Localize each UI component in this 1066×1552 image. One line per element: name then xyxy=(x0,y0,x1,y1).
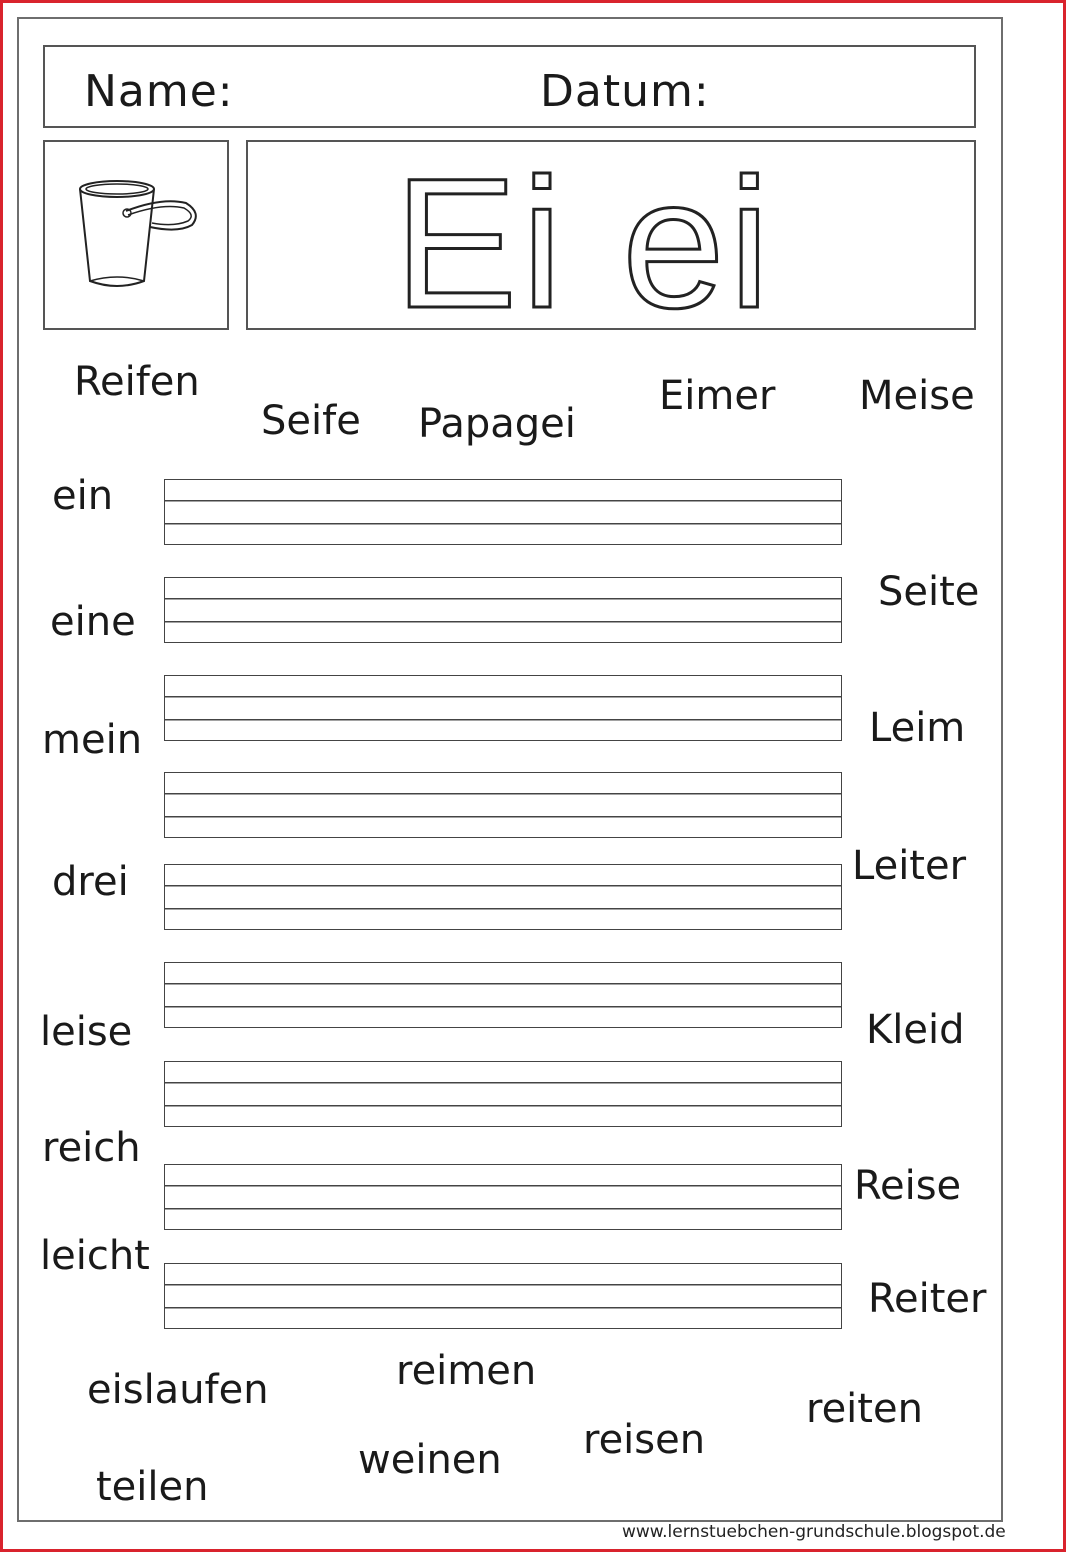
writing-lines-9[interactable] xyxy=(164,1263,842,1329)
word-weinen: weinen xyxy=(358,1437,502,1483)
word-drei: drei xyxy=(52,859,129,905)
word-leim: Leim xyxy=(869,705,966,751)
name-label: Name: xyxy=(84,66,234,117)
word-ein: ein xyxy=(52,473,114,519)
word-seite: Seite xyxy=(878,569,980,615)
word-leicht: leicht xyxy=(40,1233,150,1279)
word-papagei: Papagei xyxy=(418,401,576,447)
word-reich: reich xyxy=(42,1125,141,1171)
word-leiter: Leiter xyxy=(852,843,967,889)
source-url: www.lernstuebchen-grundschule.blogspot.de xyxy=(622,1522,1006,1542)
word-reimen: reimen xyxy=(396,1348,537,1394)
word-teilen: teilen xyxy=(96,1464,209,1510)
writing-lines-2[interactable] xyxy=(164,577,842,643)
bucket-icon xyxy=(70,175,205,295)
word-kleid: Kleid xyxy=(866,1007,965,1053)
writing-lines-6[interactable] xyxy=(164,962,842,1028)
writing-lines-7[interactable] xyxy=(164,1061,842,1127)
word-eislaufen: eislaufen xyxy=(87,1367,269,1413)
word-reiter: Reiter xyxy=(868,1276,987,1322)
writing-lines-1[interactable] xyxy=(164,479,842,545)
title-text: Ei ei xyxy=(394,141,774,330)
word-reise: Reise xyxy=(854,1163,962,1209)
writing-lines-5[interactable] xyxy=(164,864,842,930)
word-leise: leise xyxy=(40,1009,133,1055)
word-meise: Meise xyxy=(859,373,975,419)
word-eine: eine xyxy=(50,599,136,645)
writing-lines-4[interactable] xyxy=(164,772,842,838)
writing-lines-3[interactable] xyxy=(164,675,842,741)
word-reiten: reiten xyxy=(806,1386,923,1432)
word-eimer: Eimer xyxy=(659,373,776,419)
word-reisen: reisen xyxy=(583,1417,706,1463)
word-mein: mein xyxy=(42,717,143,763)
word-reifen: Reifen xyxy=(74,359,200,405)
title-letters xyxy=(246,140,976,330)
writing-lines-8[interactable] xyxy=(164,1164,842,1230)
word-seife: Seife xyxy=(261,398,361,444)
date-label: Datum: xyxy=(540,66,710,117)
